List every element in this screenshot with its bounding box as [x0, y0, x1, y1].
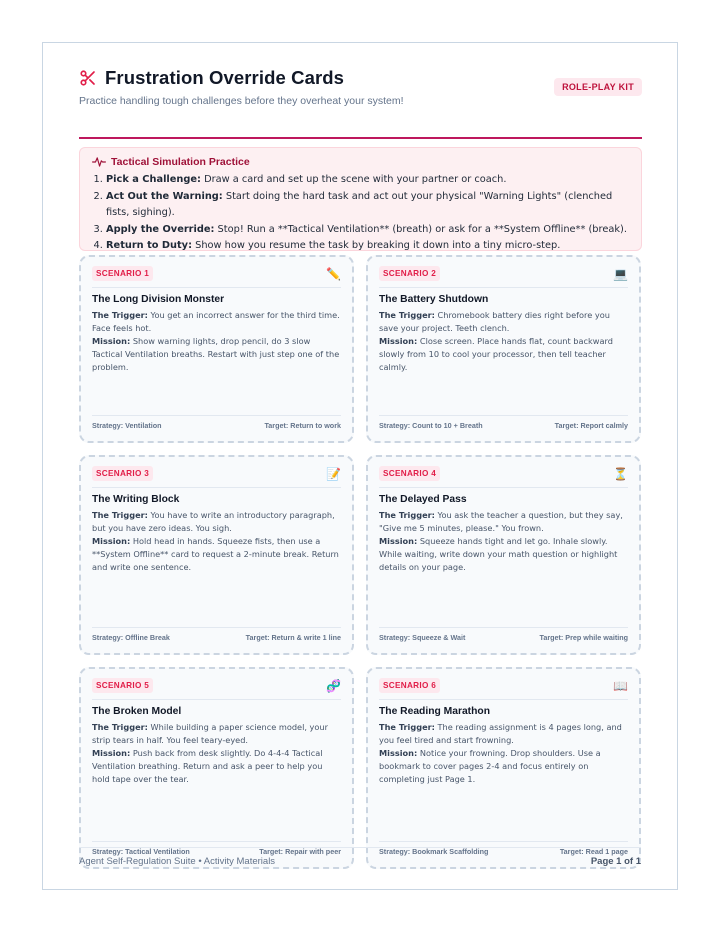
- worksheet-page: [42, 42, 678, 890]
- scenario-tag: SCENARIO 6: [379, 678, 440, 693]
- footer-credit: Agent Self-Regulation Suite • Activity Materials: [79, 856, 276, 867]
- card-footer: [379, 627, 628, 642]
- card-mission: Mission: Notice your frowning. Drop shoulders. Use a bookmark to cover pages 2-4 and focus entirely on completing just Page 1.: [379, 748, 601, 784]
- card-body: [379, 721, 628, 786]
- page-header: [79, 67, 642, 139]
- role-play-badge: ROLE-PLAY KIT: [554, 78, 642, 96]
- page-number: Page 1 of 1: [590, 856, 641, 867]
- card-mission: Mission: Show warning lights, drop pencil, do 3 slow Tactical Ventilation breaths. Restart with just step one of the problem.: [92, 336, 340, 372]
- card-strategy: Strategy: Ventilation: [92, 421, 162, 430]
- simulation-title: Tactical Simulation Practice: [111, 156, 250, 168]
- card-strategy: Strategy: Squeeze & Wait: [379, 633, 466, 642]
- card-body: [92, 509, 341, 574]
- simulation-heading: [92, 156, 629, 168]
- scenario-tag: SCENARIO 3: [92, 466, 153, 481]
- scenario-card: [366, 255, 641, 443]
- pulse-icon: [92, 156, 106, 168]
- page-subtitle: Practice handling tough challenges before they overheat your system!: [79, 95, 404, 107]
- scissors-icon: [79, 69, 97, 87]
- card-title: The Battery Shutdown: [379, 294, 489, 305]
- card-title: The Delayed Pass: [379, 494, 467, 505]
- scenario-card: [79, 455, 354, 655]
- card-strategy: Strategy: Tactical Ventilation: [92, 847, 190, 856]
- card-target: Target: Return to work: [264, 421, 341, 430]
- card-trigger: The Trigger: You get an incorrect answer for the third time. Face feels hot.: [92, 310, 340, 333]
- page-title: Frustration Override Cards: [105, 67, 345, 88]
- book-icon: 📖: [613, 678, 628, 693]
- card-body: [379, 309, 628, 374]
- card-target: Target: Return & write 1 line: [245, 633, 341, 642]
- card-strategy: Strategy: Count to 10 + Breath: [379, 421, 483, 430]
- simulation-instructions: [79, 147, 642, 251]
- page-footer: [79, 847, 641, 867]
- memo-icon: 📝: [326, 466, 341, 481]
- card-trigger: The Trigger: While building a paper science model, your strip tears in half. You feel teary-eyed.: [92, 722, 328, 745]
- simulation-step: 1. Pick a Challenge: Draw a card and set up the scene with your partner or coach.: [106, 172, 629, 189]
- card-mission: Mission: Push back from desk slightly. Do 4-4-4 Tactical Ventilation breathing. Return and ask a peer to help you hold tape over the tear.: [92, 748, 323, 784]
- scenario-tag: SCENARIO 4: [379, 466, 440, 481]
- card-footer: [379, 415, 628, 430]
- hourglass-icon: ⏳: [613, 466, 628, 481]
- card-target: Target: Read 1 page: [559, 847, 628, 856]
- card-mission: Mission: Squeeze hands tight and let go. Inhale slowly. While waiting, write down your math question or highlight details on your page.: [379, 536, 618, 572]
- card-body: [379, 509, 628, 574]
- scenario-card: [366, 667, 641, 869]
- card-trigger: The Trigger: You ask the teacher a question, but they say, "Give me 5 minutes, please." You frown.: [379, 510, 623, 533]
- card-footer: [92, 415, 341, 430]
- scenario-tag: SCENARIO 5: [92, 678, 153, 693]
- laptop-icon: 💻: [613, 266, 628, 281]
- scenario-card: [79, 667, 354, 869]
- scenario-card: [79, 255, 354, 443]
- card-body: [92, 721, 341, 786]
- card-footer: [92, 627, 341, 642]
- card-trigger: The Trigger: You have to write an introductory paragraph, but you have zero ideas. You sigh.: [92, 510, 335, 533]
- card-mission: Mission: Close screen. Place hands flat, count backward slowly from 10 to cool your processor, then tell teacher calmly.: [379, 336, 613, 372]
- worksheet-content: [79, 67, 642, 856]
- card-title: The Writing Block: [92, 494, 180, 505]
- scenario-tag: SCENARIO 1: [92, 266, 153, 281]
- card-trigger: The Trigger: Chromebook battery dies right before you save your project. Teeth clench.: [379, 310, 610, 333]
- card-title: The Broken Model: [92, 706, 182, 717]
- dna-icon: 🧬: [326, 678, 341, 693]
- scenario-tag: SCENARIO 2: [379, 266, 440, 281]
- card-strategy: Strategy: Bookmark Scaffolding: [379, 847, 489, 856]
- card-body: [92, 309, 341, 374]
- card-mission: Mission: Hold head in hands. Squeeze fists, then use a **System Offline** card to request a 2-minute break. Return and write one sentence.: [92, 536, 339, 572]
- card-target: Target: Repair with peer: [259, 847, 341, 856]
- scenario-card: [366, 455, 641, 655]
- simulation-step: 2. Act Out the Warning: Start doing the hard task and act out your physical "Warning Lights" (clenched fists, sighing).: [106, 189, 629, 222]
- card-trigger: The Trigger: The reading assignment is 4 pages long, and you feel tired and start frowning.: [379, 722, 622, 745]
- simulation-steps: [92, 172, 629, 255]
- simulation-step: 4. Return to Duty: Show how you resume the task by breaking it down into a tiny micro-step.: [106, 238, 629, 255]
- card-strategy: Strategy: Offline Break: [92, 633, 170, 642]
- simulation-step: 3. Apply the Override: Stop! Run a **Tactical Ventilation** (breath) or ask for a **System Offline** (break).: [106, 222, 629, 239]
- card-title: The Long Division Monster: [92, 294, 225, 305]
- card-target: Target: Prep while waiting: [539, 633, 628, 642]
- pencil-icon: ✏️: [326, 266, 341, 281]
- card-target: Target: Report calmly: [554, 421, 628, 430]
- card-title: The Reading Marathon: [379, 706, 490, 717]
